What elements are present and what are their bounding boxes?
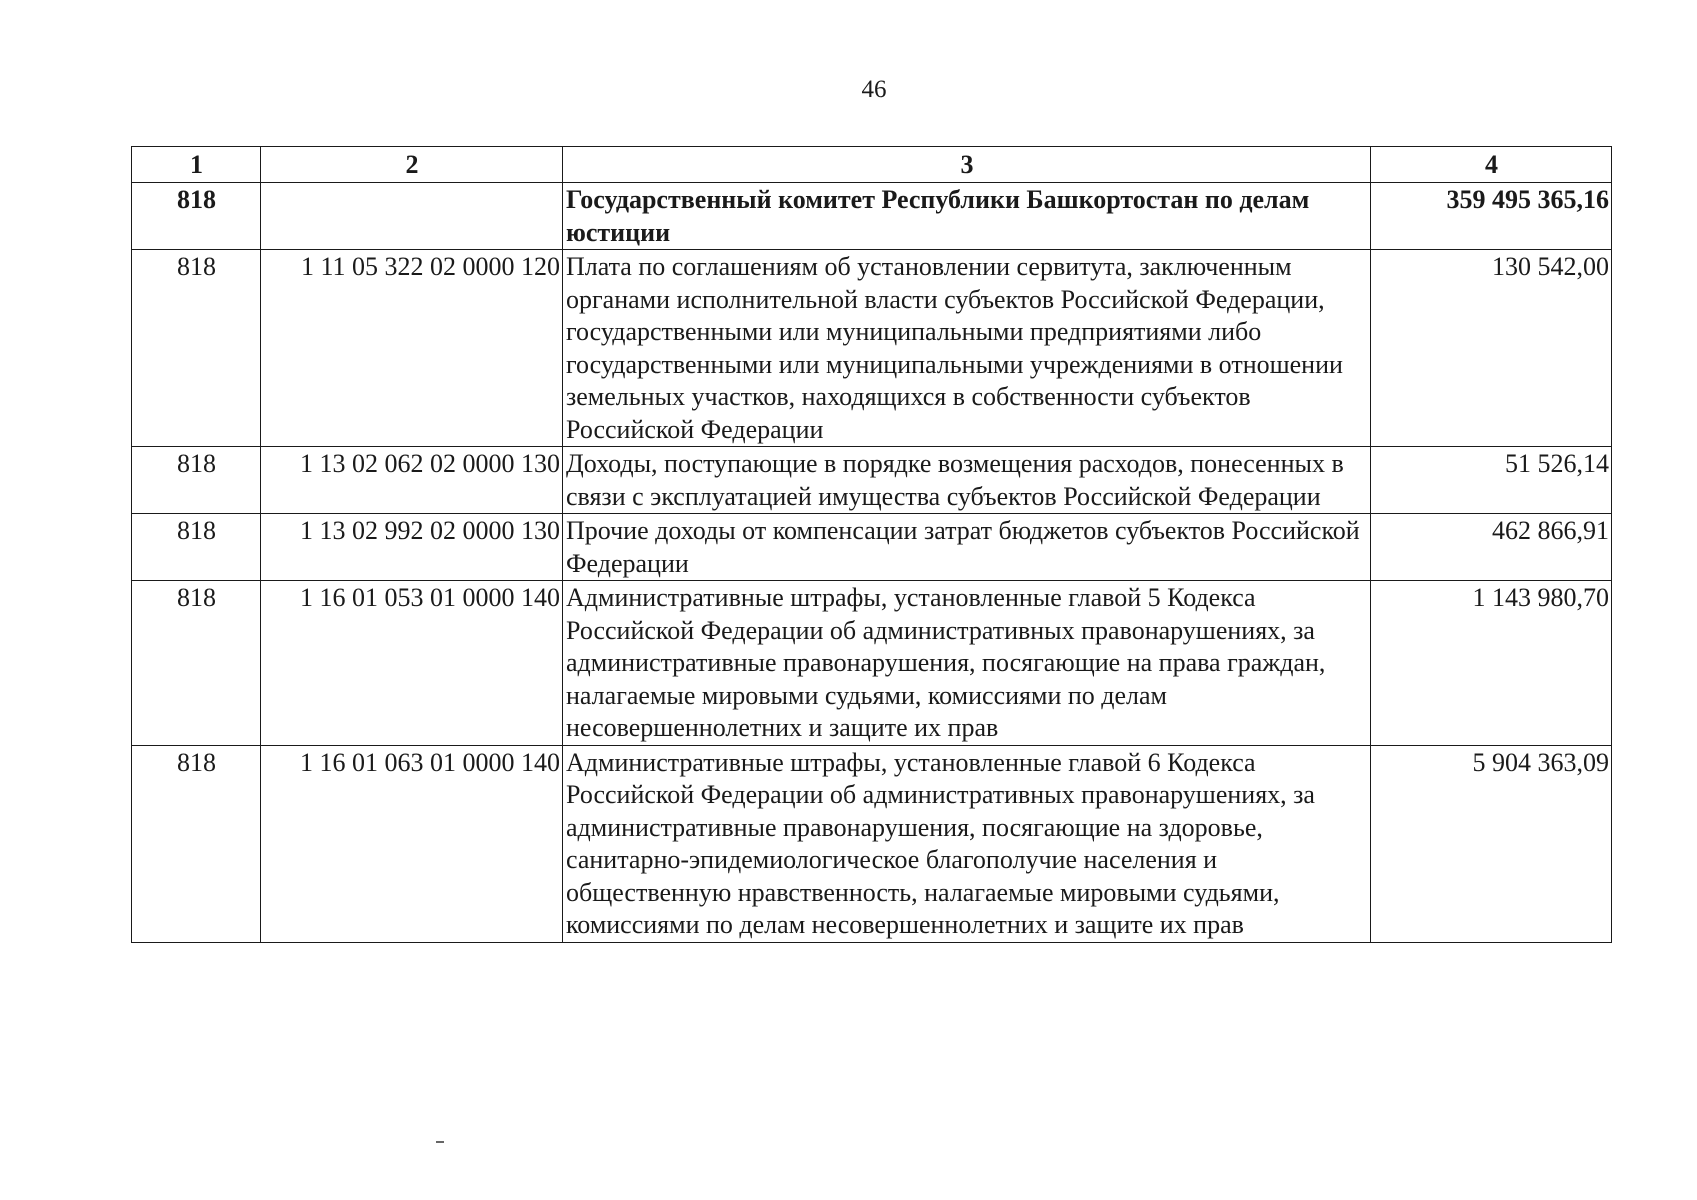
table-row	[132, 447, 1612, 514]
description-cell: Административные штрафы, установленные главой 5 Кодекса Российской Федерации об административных правонарушениях, за административные правонарушения, посягающие на права граждан, налагаемые мировыми судьями, комиссиями по делам несовершеннолетних и защите их прав	[563, 581, 1371, 746]
admin-code-cell: 818	[132, 745, 261, 942]
amount-cell: 1 143 980,70	[1371, 581, 1612, 746]
description-cell: Административные штрафы, установленные главой 6 Кодекса Российской Федерации об административных правонарушениях, за административные правонарушения, посягающие на здоровье, санитарно-эпидемиологическое благополучие населения и общественную нравственность, налагаемые мировыми судьями, комиссиями по делам несовершеннолетних и защите их прав	[563, 745, 1371, 942]
amount-cell: 359 495 365,16	[1371, 183, 1612, 250]
amount-cell: 130 542,00	[1371, 250, 1612, 447]
description-cell: Плата по соглашениям об установлении сервитута, заключенным органами исполнительной власти субъектов Российской Федерации, государственными или муниципальными предприятиями либо государственными или муниципальными учреждениями в отношении земельных участков, находящихся в собственности субъектов Российской Федерации	[563, 250, 1371, 447]
table-row	[132, 745, 1612, 942]
amount-cell: 5 904 363,09	[1371, 745, 1612, 942]
description-cell: Доходы, поступающие в порядке возмещения расходов, понесенных в связи с эксплуатацией имущества субъектов Российской Федерации	[563, 447, 1371, 514]
header-col-1: 1	[132, 147, 261, 183]
revenue-code-cell: 1 13 02 992 02 0000 130	[261, 514, 563, 581]
page-number: 46	[861, 76, 887, 103]
header-col-3: 3	[563, 147, 1371, 183]
admin-code-cell: 818	[132, 183, 261, 250]
admin-code-cell: 818	[132, 250, 261, 447]
table-row	[132, 250, 1612, 447]
amount-cell: 462 866,91	[1371, 514, 1612, 581]
revenue-code-cell: 1 11 05 322 02 0000 120	[261, 250, 563, 447]
revenue-code-cell: 1 16 01 063 01 0000 140	[261, 745, 563, 942]
table-row-committee	[132, 183, 1612, 250]
budget-table	[131, 146, 1612, 943]
header-col-4: 4	[1371, 147, 1612, 183]
scan-speck	[436, 1141, 444, 1143]
description-cell: Государственный комитет Республики Башкортостан по делам юстиции	[563, 183, 1371, 250]
revenue-code-cell	[261, 183, 563, 250]
admin-code-cell: 818	[132, 514, 261, 581]
table-header-row	[132, 147, 1612, 183]
amount-cell: 51 526,14	[1371, 447, 1612, 514]
revenue-code-cell: 1 16 01 053 01 0000 140	[261, 581, 563, 746]
table-row	[132, 514, 1612, 581]
header-col-2: 2	[261, 147, 563, 183]
description-cell: Прочие доходы от компенсации затрат бюджетов субъектов Российской Федерации	[563, 514, 1371, 581]
admin-code-cell: 818	[132, 447, 261, 514]
revenue-code-cell: 1 13 02 062 02 0000 130	[261, 447, 563, 514]
table-row	[132, 581, 1612, 746]
admin-code-cell: 818	[132, 581, 261, 746]
